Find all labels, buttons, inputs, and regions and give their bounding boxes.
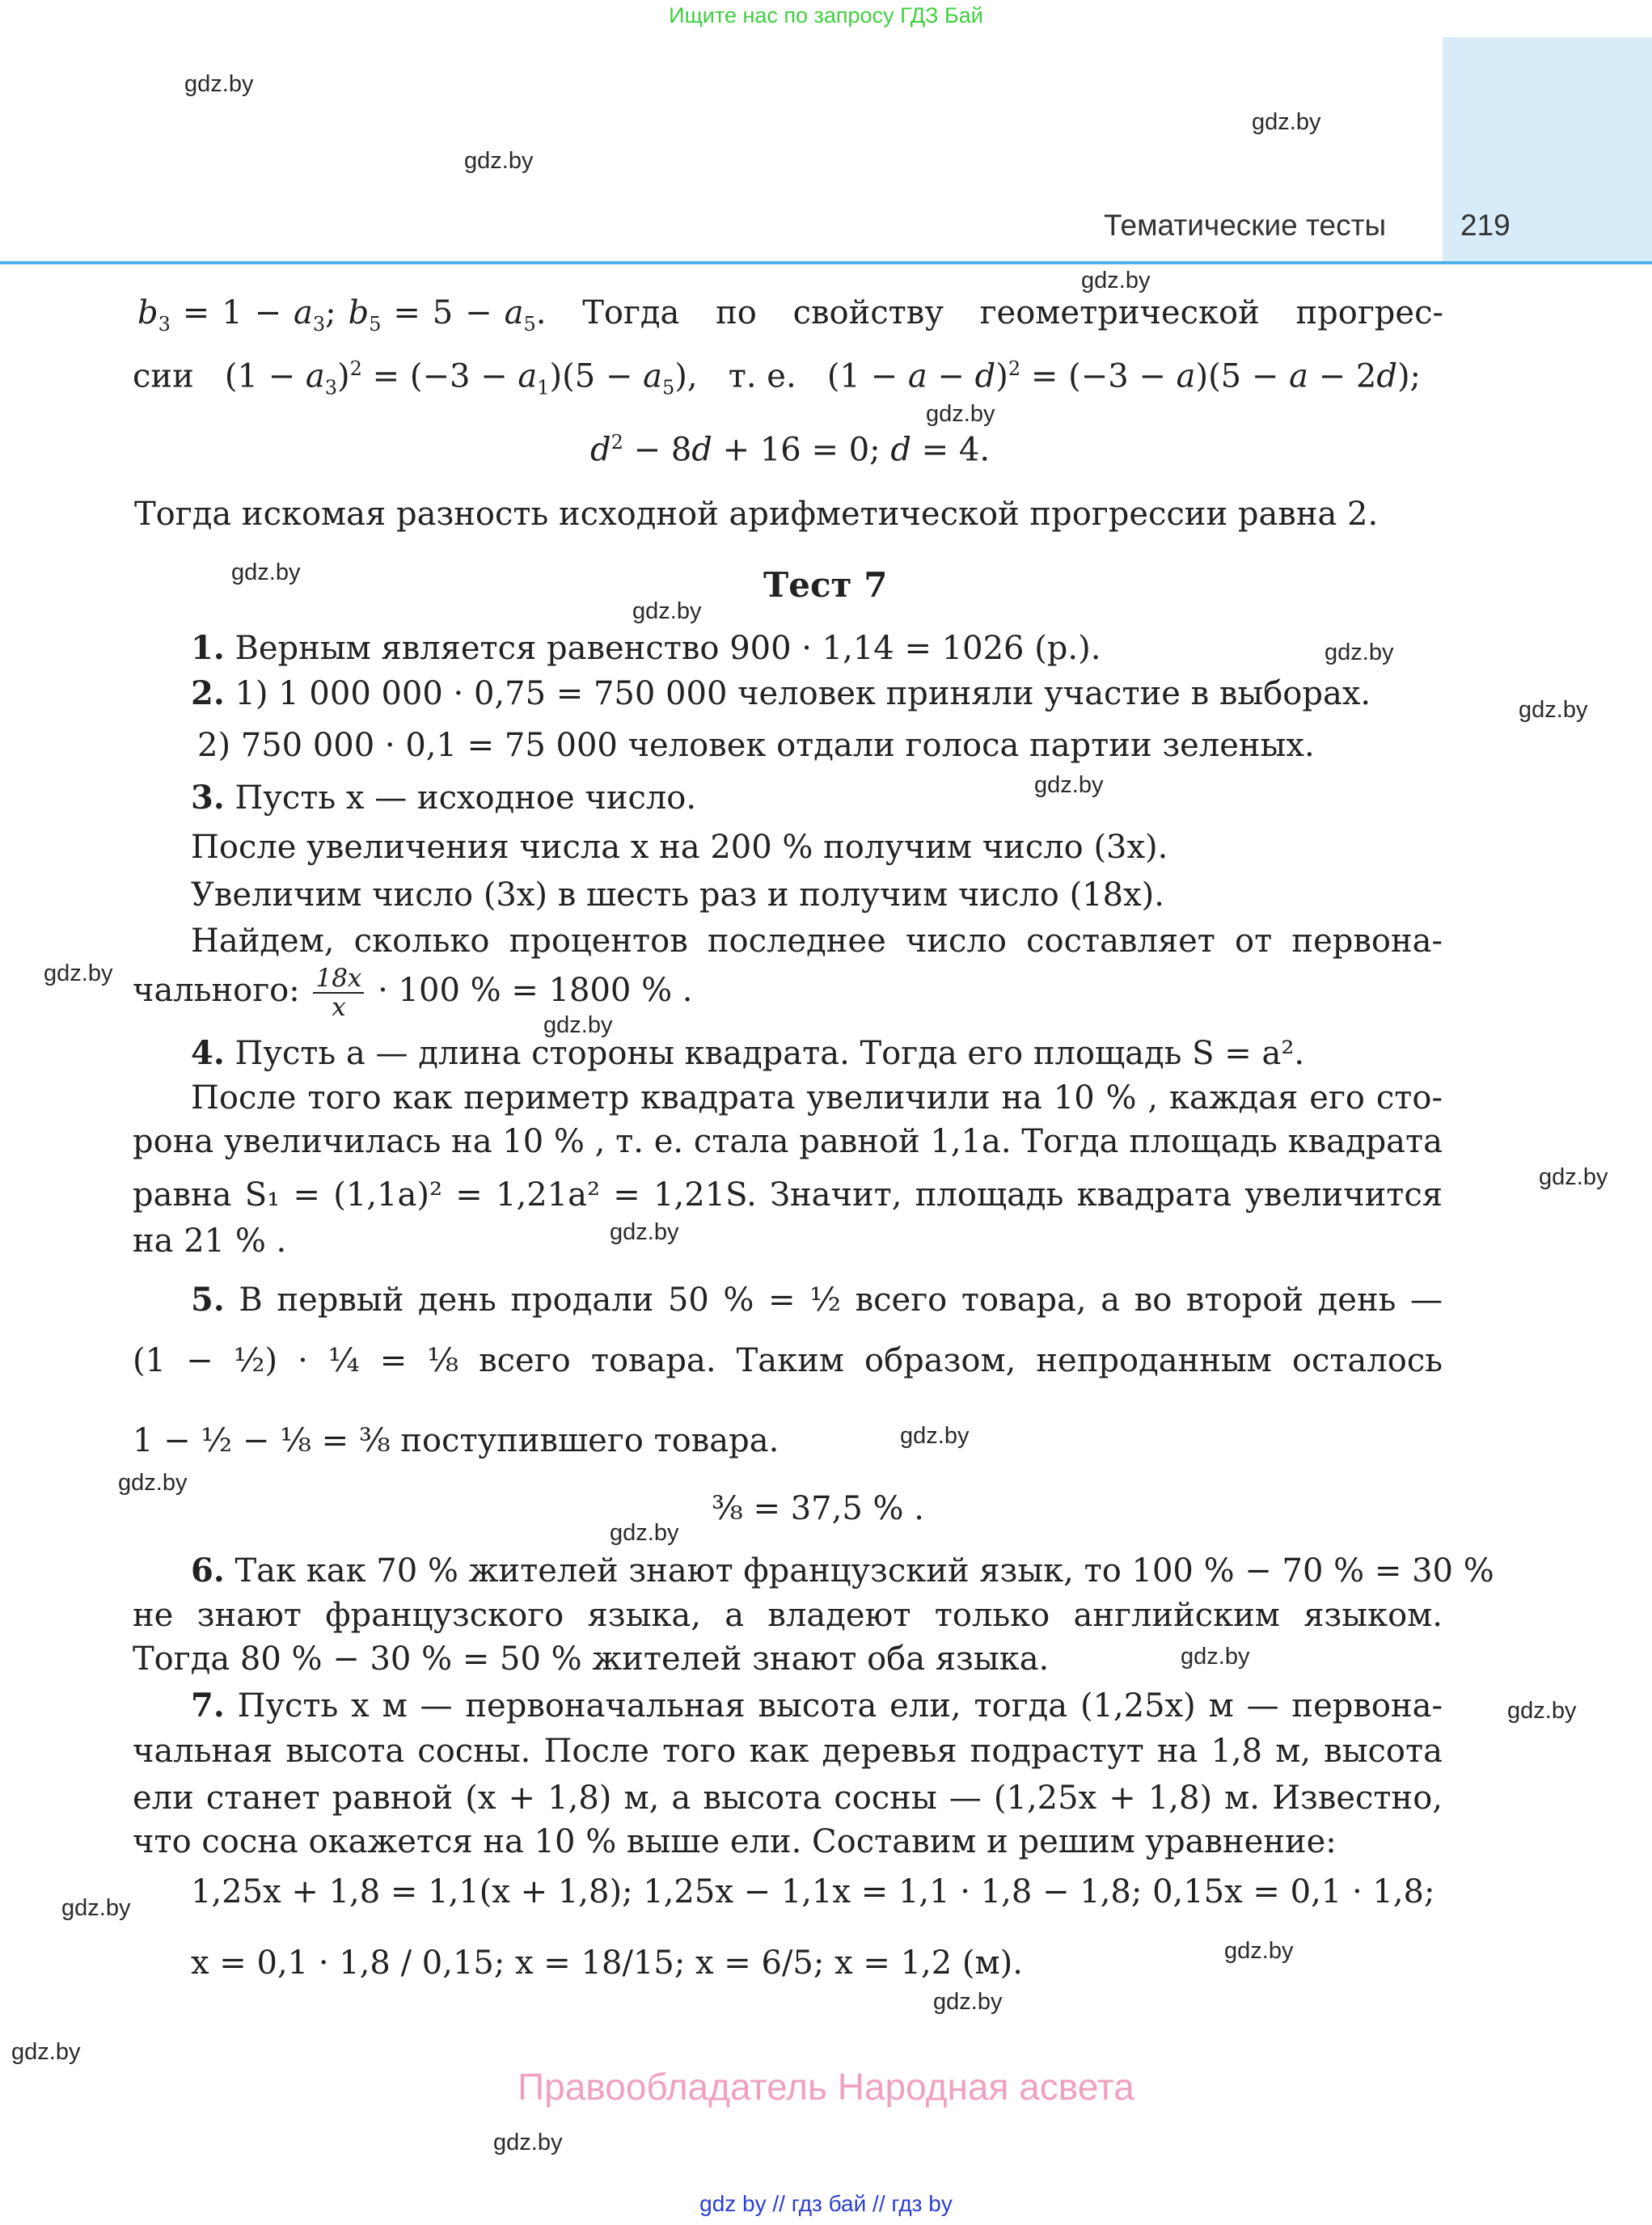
task-5-line-1: 5. В первый день продали 50 % = ½ всего товара, а во второй день — — [191, 1281, 1443, 1319]
watermark: gdz.by — [1539, 1164, 1608, 1190]
task-number: 1. — [191, 629, 225, 667]
search-banner: Ищите нас по запросу ГДЗ Бай — [669, 3, 983, 27]
watermark: gdz.by — [1181, 1644, 1250, 1670]
header-rule — [0, 261, 1652, 264]
task-number: 4. — [191, 1034, 225, 1072]
watermark: gdz.by — [1224, 1938, 1294, 1964]
task-7-line-3: ели станет равной (x + 1,8) м, а высота сосны — (1,25x + 1,8) м. Известно, — [133, 1780, 1443, 1817]
task-2-line-1: 2. 1) 1 000 000 · 0,75 = 750 000 человек приняли участие в выборах. — [191, 674, 1371, 712]
watermark: gdz.by — [900, 1423, 970, 1449]
task-7-solution: x = 0,1 · 1,8 / 0,15; x = 18/15; x = 6/5; x = 1,2 (м). — [191, 1944, 1023, 1982]
task-5-line-3: 1 − ½ − ⅛ = ⅜ поступившего товара. — [133, 1422, 780, 1459]
task-6-line-3: Тогда 80 % − 30 % = 50 % жителей знают оба языка. — [133, 1640, 1050, 1678]
watermark: gdz.by — [610, 1520, 679, 1546]
task-number: 2. — [191, 674, 225, 712]
prev-line-1: $b_3 = 1 - a_3$; $b_5 = 5 - a_5$. Тогда по свойству геометрической прогрес- — [137, 294, 1443, 336]
watermark: gdz.by — [632, 598, 702, 624]
task-number: 6. — [191, 1552, 225, 1590]
rights-holder: Правообладатель Народная асвета — [518, 2066, 1134, 2108]
task-7-line-4: что сосна окажется на 10 % выше ели. Составим и решим уравнение: — [133, 1823, 1337, 1860]
task-3-line-5: чального: $\frac{18x}{x}$ · 100 % = 1800 % . — [133, 964, 693, 1023]
task-7-line-2: чальная высота сосны. После того как деревья подрастут на 1,8 м, высота — [133, 1733, 1443, 1770]
task-3-line-4: Найдем, сколько процентов последнее число составляет от первона- — [191, 923, 1443, 960]
prev-conclusion: Тогда искомая разность исходной арифметической прогрессии равна 2. — [134, 496, 1379, 533]
watermark: gdz.by — [1325, 640, 1394, 665]
watermark: gdz.by — [1252, 109, 1321, 135]
task-3-line-1: 3. Пусть x — исходное число. — [191, 779, 697, 817]
watermark: gdz.by — [1519, 697, 1588, 723]
task-5-line-2: (1 − ½) · ¼ = ⅛ всего товара. Таким образом, непроданным осталось — [133, 1342, 1443, 1379]
task-5-line-4: ⅜ = 37,5 % . — [712, 1490, 924, 1527]
task-number: 5. — [191, 1281, 225, 1319]
section-title: Тематические тесты — [1104, 209, 1387, 242]
test-title: Тест 7 — [763, 565, 888, 605]
watermark: gdz.by — [933, 1989, 1003, 2015]
watermark: gdz.by — [1034, 772, 1104, 798]
task-7-line-1: 7. Пусть x м — первоначальная высота ели, тогда (1,25x) м — первона- — [191, 1687, 1443, 1725]
watermark: gdz.by — [493, 2130, 563, 2155]
prev-line-2: сии $(1 - a_3)^2 = (-3 - a_1)(5 - a_5)$, т. е. $(1 - a - d)^2 = (-3 - a)(5 - a - 2d)$; — [133, 357, 1422, 399]
task-3-line-2: После увеличения числа x на 200 % получим число (3x). — [191, 829, 1168, 866]
watermark: gdz.by — [1507, 1698, 1577, 1724]
watermark: gdz.by — [231, 559, 301, 585]
watermark: gdz.by — [610, 1219, 679, 1245]
watermark: gdz.by — [11, 2039, 81, 2065]
task-1: 1. Верным является равенство 900 · 1,14 = 1026 (р.). — [191, 629, 1101, 667]
watermark: gdz.by — [1081, 268, 1151, 293]
task-4-line-4: равна S₁ = (1,1a)² = 1,21a² = 1,21S. Значит, площадь квадрата увеличится — [133, 1176, 1443, 1214]
prev-line-eq: $d^2 - 8d + 16 = 0$; d = 4. — [590, 431, 991, 469]
task-number: 7. — [191, 1687, 225, 1725]
task-4-line-1: 4. Пусть a — длина стороны квадрата. Тогда его площадь S = a². — [191, 1034, 1305, 1072]
footer-links[interactable]: gdz by // гдз бай // гдз by — [699, 2191, 953, 2216]
task-4-line-3: рона увеличилась на 10 % , т. е. стала равной 1,1a. Тогда площадь квадрата — [133, 1123, 1443, 1160]
watermark: gdz.by — [184, 71, 254, 97]
task-3-line-3: Увеличим число (3x) в шесть раз и получим число (18x). — [191, 876, 1164, 914]
task-number: 3. — [191, 779, 225, 817]
fraction: $\frac{18x}{x}$ — [313, 965, 364, 1021]
watermark: gdz.by — [61, 1895, 131, 1921]
watermark: gdz.by — [543, 1012, 613, 1038]
task-6-line-2: не знают французского языка, а владеют только английским языком. — [133, 1597, 1443, 1634]
watermark: gdz.by — [926, 401, 995, 427]
task-6-line-1: 6. Так как 70 % жителей знают французский язык, то 100 % − 70 % = 30 % — [191, 1552, 1494, 1590]
task-7-equation: 1,25x + 1,8 = 1,1(x + 1,8); 1,25x − 1,1x = 1,1 · 1,8 − 1,8; 0,15x = 0,1 · 1,8; — [191, 1873, 1435, 1910]
task-2-line-2: 2) 750 000 · 0,1 = 75 000 человек отдали голоса партии зеленых. — [197, 727, 1315, 764]
watermark: gdz.by — [44, 961, 113, 986]
task-4-line-2: После того как периметр квадрата увеличили на 10 % , каждая его сто- — [191, 1079, 1443, 1117]
watermark: gdz.by — [464, 148, 534, 174]
task-4-line-5: на 21 % . — [133, 1222, 287, 1260]
page-number: 219 — [1460, 209, 1510, 242]
watermark: gdz.by — [118, 1470, 188, 1496]
